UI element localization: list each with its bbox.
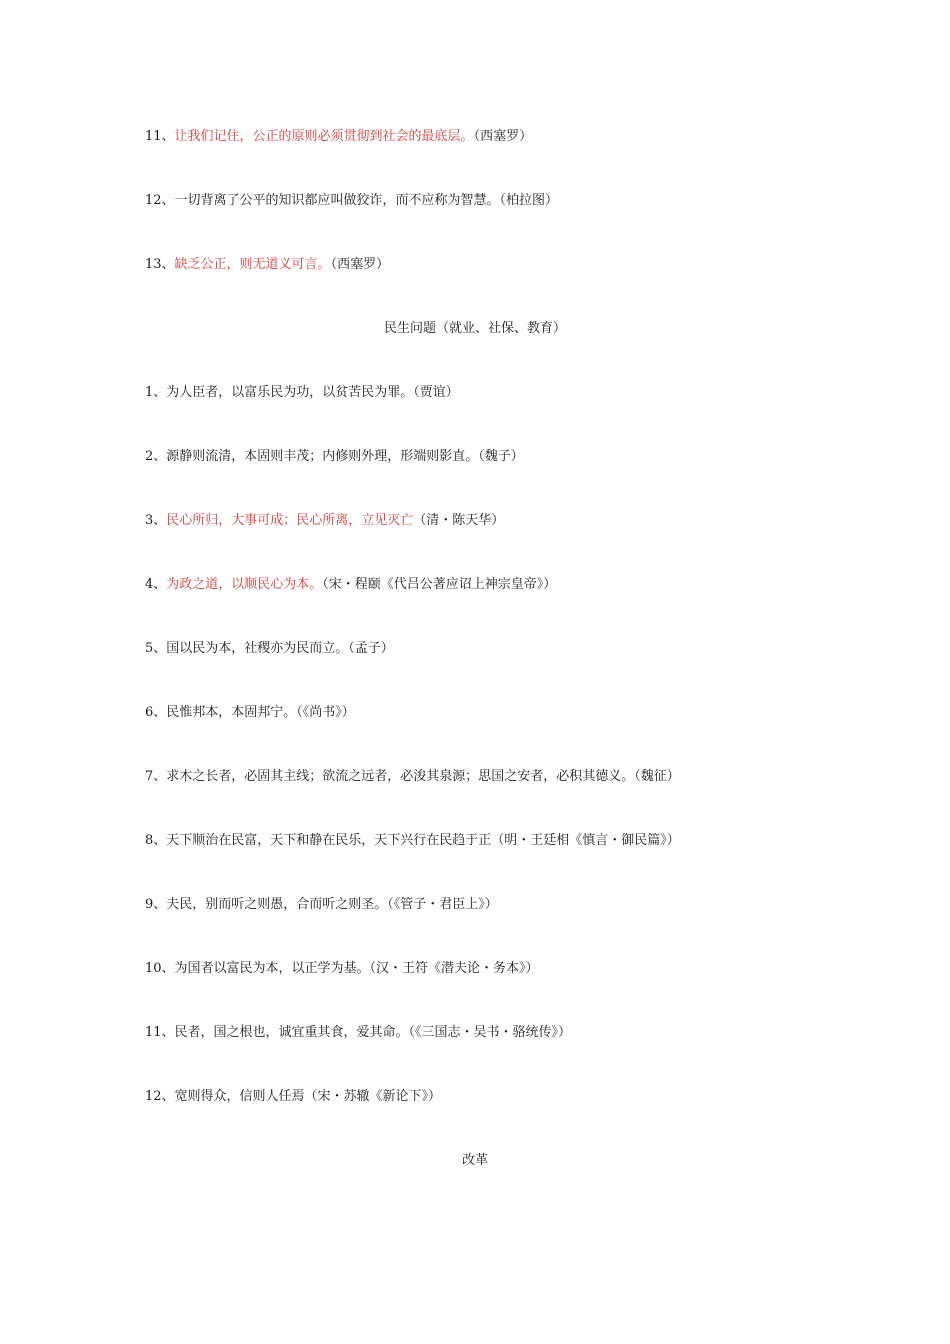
quote-text: 夫民，别而听之则愚，合而听之则圣。（《管子・君臣上》） xyxy=(166,897,498,912)
quote-highlight: 缺乏公正，则无道义可言。 xyxy=(174,257,331,272)
quote-number: 11、 xyxy=(145,1025,175,1040)
quote-text: 民惟邦本，本固邦宁。（《尚书》） xyxy=(166,705,355,720)
quote-highlight: 让我们记住，公正的原则必须贯彻到社会的最底层。 xyxy=(174,129,474,144)
quote-number: 10、 xyxy=(145,961,175,976)
quote-line-justice-12 xyxy=(145,192,558,210)
quote-number: 5、 xyxy=(145,641,167,656)
quote-line-10 xyxy=(145,960,539,978)
quote-line-2 xyxy=(145,448,524,466)
quote-text: （西塞罗） xyxy=(330,257,390,272)
quote-line-justice-11 xyxy=(145,128,532,146)
quote-line-justice-13 xyxy=(145,256,389,274)
quote-line-12 xyxy=(145,1088,441,1106)
quote-line-7 xyxy=(145,768,680,786)
quote-text: 国以民为本，社稷亦为民而立。（孟子） xyxy=(166,641,394,656)
quote-line-1 xyxy=(145,384,459,402)
quote-number: 12、 xyxy=(145,193,175,208)
quote-highlight: 为政之道，以顺民心为本。 xyxy=(166,577,323,592)
quote-line-4 xyxy=(145,576,556,594)
quote-number: 7、 xyxy=(145,769,167,784)
quote-number: 9、 xyxy=(145,897,167,912)
quote-text: 天下顺治在民富，天下和静在民乐，天下兴行在民趋于正（明・王廷相《慎言・御民篇》） xyxy=(166,833,680,848)
quote-text: 一切背离了公平的知识都应叫做狡诈，而不应称为智慧。（柏拉图） xyxy=(174,193,559,208)
quote-number: 11、 xyxy=(145,129,175,144)
quote-line-11 xyxy=(145,1024,571,1042)
quote-text: 宽则得众，信则人任焉（宋・苏辙《新论下》） xyxy=(174,1089,442,1104)
quote-number: 3、 xyxy=(145,513,167,528)
quote-text: 为人臣者，以富乐民为功，以贫苦民为罪。（贾谊） xyxy=(166,385,459,400)
quote-highlight: 民心所归，大事可成；民心所离，立见灭亡 xyxy=(166,513,414,528)
quote-text: （西塞罗） xyxy=(473,129,533,144)
quote-text: （清・陈天华） xyxy=(413,513,505,528)
quote-number: 12、 xyxy=(145,1089,175,1104)
quote-number: 8、 xyxy=(145,833,167,848)
quote-text: 民者，国之根也，诚宜重其食，爱其命。（《三国志・吴书・骆统传》） xyxy=(174,1025,572,1040)
quote-text: 求木之长者，必固其主线；欲流之远者，必浚其泉源；思国之安者，必积其德义。（魏征） xyxy=(166,769,680,784)
section-heading-reform: 改革 xyxy=(461,1153,488,1168)
quote-text: （宋・程颐《代吕公著应诏上神宗皇帝》） xyxy=(322,577,557,592)
quote-line-6 xyxy=(145,704,355,722)
quote-number: 1、 xyxy=(145,385,167,400)
section-heading-livelihood: 民生问题（就业、社保、教育） xyxy=(383,321,566,336)
quote-number: 4、 xyxy=(145,577,167,592)
quote-number: 13、 xyxy=(145,257,175,272)
quote-line-8 xyxy=(145,832,680,850)
quote-number: 2、 xyxy=(145,449,167,464)
quote-line-3 xyxy=(145,512,504,530)
quote-text: 源静则流清，本固则丰茂；内修则外理，形端则影直。（魏子） xyxy=(166,449,524,464)
quote-line-5 xyxy=(145,640,394,658)
quote-text: 为国者以富民为本，以正学为基。（汉・王符《潜夫论・务本》） xyxy=(174,961,539,976)
quote-line-9 xyxy=(145,896,498,914)
quote-number: 6、 xyxy=(145,705,167,720)
